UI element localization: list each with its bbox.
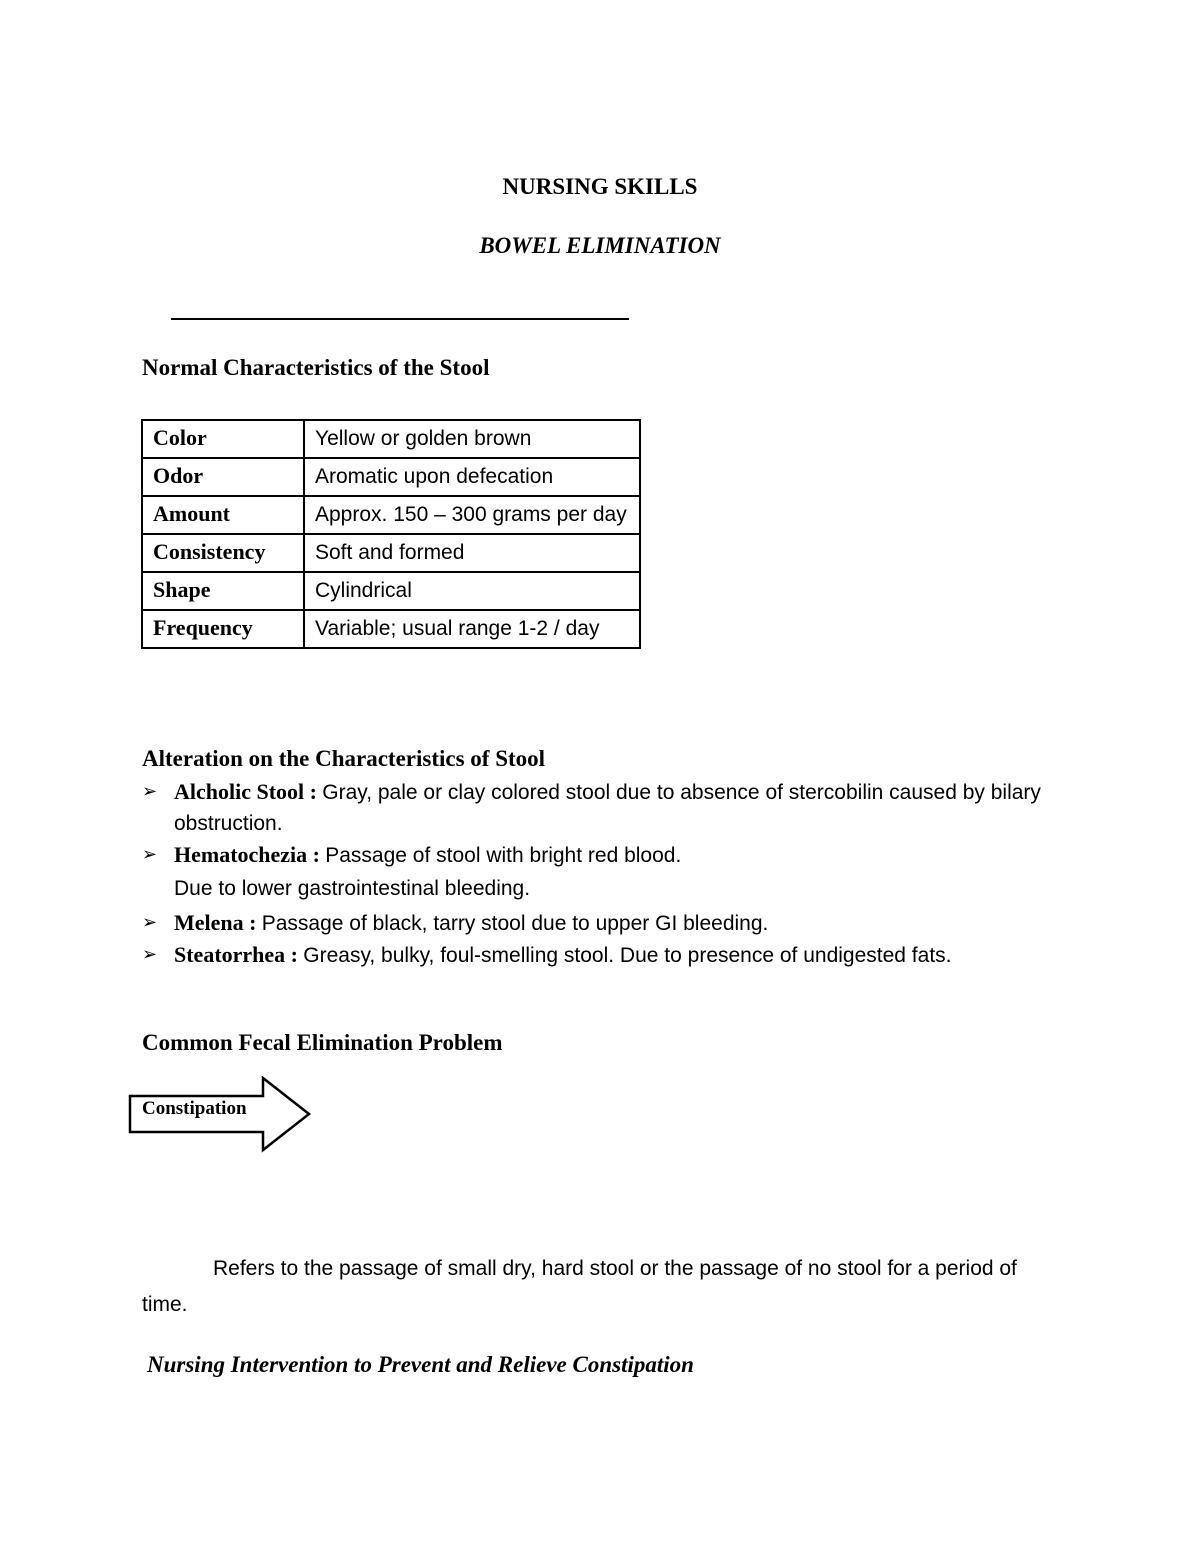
alteration-heading: Alteration on the Characteristics of Stool bbox=[142, 746, 546, 771]
table-row bbox=[142, 572, 640, 610]
table-row bbox=[142, 534, 640, 572]
row-value: Cylindrical bbox=[304, 572, 640, 610]
item-term: Hematochezia : bbox=[174, 842, 320, 867]
row-label: Amount bbox=[142, 496, 304, 534]
table-row bbox=[142, 610, 640, 648]
common-problem-heading: Common Fecal Elimination Problem bbox=[142, 1030, 503, 1055]
item-term: Steatorrhea : bbox=[174, 942, 299, 967]
item-description: Passage of black, tarry stool due to upper GI bleeding. bbox=[261, 912, 769, 935]
table-row bbox=[142, 420, 640, 458]
row-label: Odor bbox=[142, 458, 304, 496]
list-item bbox=[142, 939, 1082, 971]
row-label: Consistency bbox=[142, 534, 304, 572]
item-description: Greasy, bulky, foul-smelling stool. Due to presence of undigested fats. bbox=[303, 944, 952, 967]
row-value: Approx. 150 – 300 grams per day bbox=[304, 496, 640, 534]
row-value: Yellow or golden brown bbox=[304, 420, 640, 458]
table-row bbox=[142, 496, 640, 534]
arrow-bullet-icon: ➢ bbox=[142, 844, 158, 864]
row-value: Soft and formed bbox=[304, 534, 640, 572]
arrow-bullet-icon: ➢ bbox=[142, 912, 158, 932]
arrow-bullet-icon: ➢ bbox=[142, 781, 158, 801]
item-extra: Due to lower gastrointestinal bleeding. bbox=[174, 877, 531, 900]
constipation-label: Constipation bbox=[142, 1098, 247, 1119]
row-label: Color bbox=[142, 420, 304, 458]
constipation-definition: Refers to the passage of small dry, hard stool or the passage of no stool for a period of time. bbox=[142, 1257, 1017, 1316]
item-term: Alcholic Stool : bbox=[174, 779, 317, 804]
row-value: Variable; usual range 1-2 / day bbox=[304, 610, 640, 648]
list-item bbox=[142, 776, 1082, 839]
alteration-list bbox=[142, 776, 1082, 971]
document-subtitle: BOWEL ELIMINATION bbox=[479, 233, 721, 258]
list-item bbox=[142, 907, 1082, 939]
stool-characteristics-table bbox=[141, 419, 641, 649]
item-term: Melena : bbox=[174, 910, 257, 935]
separator-line bbox=[171, 318, 629, 320]
arrow-bullet-icon: ➢ bbox=[142, 944, 158, 964]
item-description: Passage of stool with bright red blood. bbox=[325, 844, 682, 867]
item-description: Gray, pale or clay colored stool due to absence of stercobilin caused by bilary obstruction. bbox=[174, 781, 1041, 835]
intervention-heading: Nursing Intervention to Prevent and Relieve Constipation bbox=[147, 1352, 694, 1377]
list-item bbox=[142, 839, 1082, 904]
row-label: Frequency bbox=[142, 610, 304, 648]
document-title: NURSING SKILLS bbox=[502, 174, 698, 199]
table-row bbox=[142, 458, 640, 496]
row-label: Shape bbox=[142, 572, 304, 610]
row-value: Aromatic upon defecation bbox=[304, 458, 640, 496]
normal-characteristics-heading: Normal Characteristics of the Stool bbox=[142, 355, 490, 380]
